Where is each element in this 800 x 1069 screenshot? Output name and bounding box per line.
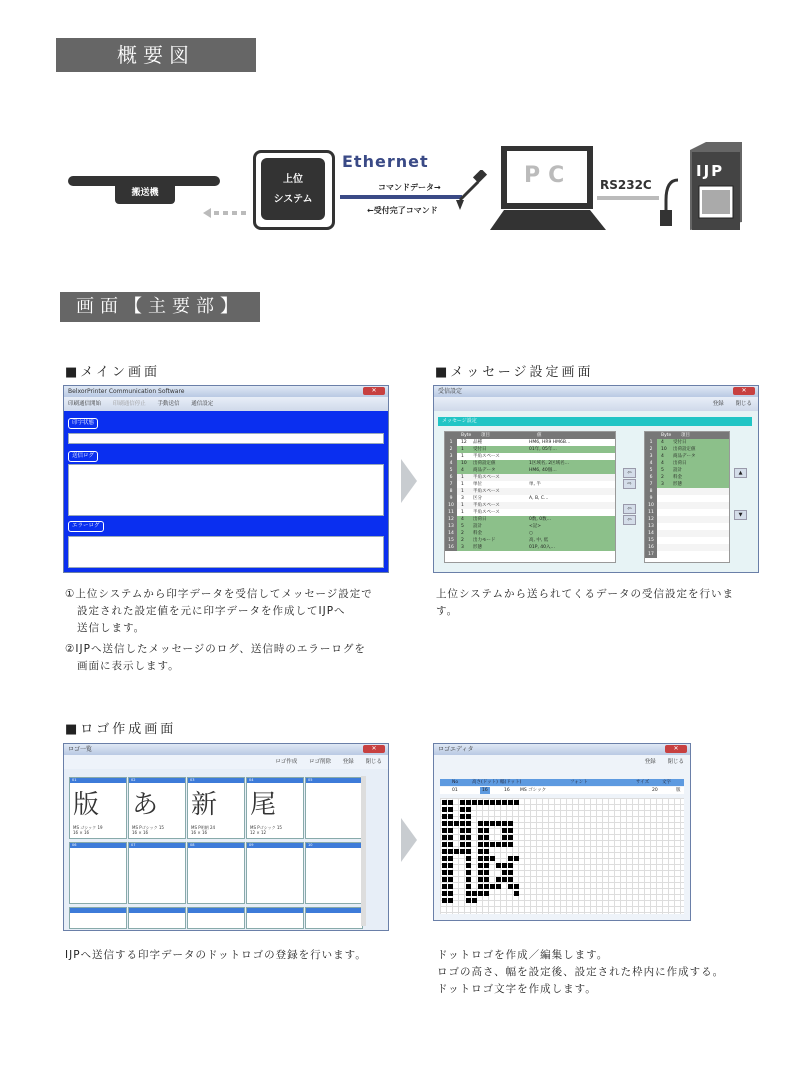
- dot-pixel[interactable]: [484, 891, 489, 896]
- dot-pixel[interactable]: [442, 870, 447, 875]
- dot-pixel[interactable]: [508, 863, 513, 868]
- dot-pixel[interactable]: [448, 821, 453, 826]
- logo-cell-header: 01: [70, 778, 126, 783]
- dot-pixel[interactable]: [442, 807, 447, 812]
- order-up-button[interactable]: ▲: [734, 468, 747, 478]
- left-grid-row[interactable]: 3 1 半角スペース: [445, 453, 615, 460]
- dot-pixel[interactable]: [442, 842, 447, 847]
- dot-pixel[interactable]: [496, 884, 501, 889]
- logo-glyph: 尾: [250, 790, 277, 820]
- left-grid-row[interactable]: 10 1 半角スペース: [445, 502, 615, 509]
- message-screen-description: [436, 586, 766, 620]
- left-grid-row[interactable]: 5 4 商品データ HM6, 40個…: [445, 467, 615, 474]
- dot-pixel[interactable]: [466, 807, 471, 812]
- message-settings-tab: メッセージ設定: [438, 417, 752, 426]
- rs232c-label: RS232C: [600, 178, 652, 192]
- dot-pixel[interactable]: [466, 898, 471, 903]
- dot-pixel[interactable]: [442, 891, 447, 896]
- logo-cell[interactable]: [69, 842, 127, 904]
- dot-pixel[interactable]: [508, 877, 513, 882]
- logo-cell-header: 05: [306, 778, 362, 783]
- dot-pixel[interactable]: [466, 814, 471, 819]
- left-grid-row[interactable]: 16 3 形態 01P, 40入…: [445, 544, 615, 551]
- dot-pixel[interactable]: [466, 856, 471, 861]
- dot-pixel[interactable]: [466, 828, 471, 833]
- chevron-right-icon: [401, 818, 417, 862]
- logo-editor-titlebar: [434, 744, 690, 755]
- dot-pixel[interactable]: [454, 821, 459, 826]
- editor-desc-line-3: ドットロゴ文字を作成します。: [437, 983, 597, 995]
- dot-pixel[interactable]: [508, 828, 513, 833]
- main-toolbar: [64, 397, 388, 411]
- dot-pixel[interactable]: [484, 863, 489, 868]
- dot-pixel[interactable]: [484, 884, 489, 889]
- dot-pixel[interactable]: [472, 891, 477, 896]
- close-button[interactable]: ✕: [363, 745, 385, 753]
- start-comm-button[interactable]: 印刷通信開始: [68, 401, 102, 407]
- left-grid-row[interactable]: 9 3 区分 A, B, C…: [445, 495, 615, 502]
- main-window-titlebar: [64, 386, 388, 397]
- logo-list-window: [63, 743, 389, 931]
- right-grid-row[interactable]: 12: [645, 516, 729, 523]
- left-grid-row[interactable]: 2 1 受付日 01年, 05年…: [445, 446, 615, 453]
- dot-pixel[interactable]: [442, 884, 447, 889]
- logo-cell[interactable]: [246, 777, 304, 839]
- dot-pixel[interactable]: [490, 821, 495, 826]
- conveyor-tab: 搬送機: [115, 176, 175, 204]
- logo-list-toolbar: [64, 755, 388, 769]
- section-title-screens: 画面【主要部】: [60, 292, 260, 322]
- editor-desc-line-1: ドットロゴを作成／編集します。: [437, 949, 609, 961]
- logo-glyph: あ: [132, 790, 159, 820]
- logo-cell[interactable]: [69, 777, 127, 839]
- dot-pixel[interactable]: [484, 800, 489, 805]
- dot-pixel[interactable]: [442, 898, 447, 903]
- logo-glyph: 版: [73, 790, 100, 820]
- ijp-printer-icon: [658, 140, 748, 232]
- move-down-button[interactable]: ⇦: [623, 515, 636, 525]
- print-status-tab: 印字状態: [68, 418, 98, 429]
- move-left-button[interactable]: ⇨: [623, 479, 636, 489]
- main-desc-line-2: 設定された設定値を元に印字データを作成してIJPへ: [77, 605, 346, 617]
- editor-desc-line-2: ロゴの高さ、幅を設定後、設定された枠内に作成する。: [437, 966, 725, 978]
- dot-pixel[interactable]: [448, 884, 453, 889]
- right-grid-row[interactable]: 15: [645, 537, 729, 544]
- dot-pixel[interactable]: [460, 807, 465, 812]
- right-grid-row[interactable]: 14: [645, 530, 729, 537]
- dot-pixel[interactable]: [442, 849, 447, 854]
- dot-pixel[interactable]: [478, 842, 483, 847]
- logo-glyph: 新: [191, 790, 218, 820]
- main-screen-description: [65, 586, 405, 675]
- logo-cell[interactable]: [187, 842, 245, 904]
- right-grid-row[interactable]: 13: [645, 523, 729, 530]
- right-grid-row[interactable]: 7 3 形態: [645, 481, 729, 488]
- main-window-title: BelxorPrinter Communication Software: [68, 388, 185, 395]
- dot-pixel[interactable]: [448, 800, 453, 805]
- logo-cell-header: 07: [129, 843, 185, 848]
- dot-pixel[interactable]: [496, 821, 501, 826]
- logo-cell[interactable]: [305, 842, 363, 904]
- right-grid-row[interactable]: 11: [645, 509, 729, 516]
- dot-pixel[interactable]: [460, 842, 465, 847]
- dot-pixel[interactable]: [484, 842, 489, 847]
- left-grid-row[interactable]: 14 2 料金 ○: [445, 530, 615, 537]
- dot-pixel[interactable]: [466, 891, 471, 896]
- dot-pixel[interactable]: [484, 828, 489, 833]
- message-right-grid: [644, 431, 730, 563]
- host-system-label-2: システム: [273, 194, 313, 205]
- logo-cell-header: 03: [188, 778, 244, 783]
- dot-pixel[interactable]: [508, 856, 513, 861]
- create-logo-button[interactable]: ロゴ作成: [275, 759, 298, 765]
- dot-pixel[interactable]: [484, 835, 489, 840]
- dot-pixel[interactable]: [484, 870, 489, 875]
- main-desc-line-1: ①上位システムから印字データを受信してメッセージ設定で: [65, 588, 373, 600]
- logo-caption: MS ゴシック 19 16 × 16: [73, 825, 103, 835]
- dot-pixel[interactable]: [484, 849, 489, 854]
- left-grid-row[interactable]: 7 1 単位 単, 半: [445, 481, 615, 488]
- error-log-field: [68, 536, 384, 568]
- left-grid-header: Byte 項目 値: [445, 432, 615, 439]
- right-grid-row[interactable]: 1 4 受付日: [645, 439, 729, 446]
- message-left-grid: [444, 431, 616, 563]
- dot-pixel[interactable]: [508, 884, 513, 889]
- dot-pixel[interactable]: [502, 821, 507, 826]
- dot-pixel[interactable]: [448, 877, 453, 882]
- dot-pixel[interactable]: [448, 891, 453, 896]
- manual-send-button[interactable]: 手動送信: [157, 401, 180, 407]
- dot-pixel[interactable]: [448, 835, 453, 840]
- logo-cell[interactable]: [128, 777, 186, 839]
- return-arrow: [203, 203, 258, 213]
- dot-pixel[interactable]: [496, 863, 501, 868]
- dot-pixel[interactable]: [508, 870, 513, 875]
- message-window-titlebar: [434, 386, 758, 397]
- dot-pixel[interactable]: [442, 863, 447, 868]
- dot-pixel[interactable]: [502, 877, 507, 882]
- left-grid-row[interactable]: 13 5 設計 <記>: [445, 523, 615, 530]
- message-desc-line-2: す。: [436, 605, 459, 617]
- dot-pixel[interactable]: [442, 814, 447, 819]
- dot-pixel[interactable]: [478, 870, 483, 875]
- dot-pixel[interactable]: [478, 821, 483, 826]
- dot-pixel[interactable]: [484, 856, 489, 861]
- dot-pixel[interactable]: [478, 849, 483, 854]
- dot-pixel[interactable]: [478, 835, 483, 840]
- left-grid-row[interactable]: 1 12 品種 HM6, HR9 HM6B…: [445, 439, 615, 446]
- message-toolbar: [434, 397, 758, 411]
- main-desc-line-4: ②IJPへ送信したメッセージのログ、送信時のエラーログを: [65, 643, 366, 655]
- message-screen-heading: ■メッセージ設定画面: [435, 365, 594, 380]
- ethernet-label: Ethernet: [342, 152, 429, 171]
- dot-pixel[interactable]: [442, 877, 447, 882]
- dot-pixel[interactable]: [478, 828, 483, 833]
- dot-pixel[interactable]: [472, 800, 477, 805]
- right-grid-row[interactable]: 6 2 料金: [645, 474, 729, 481]
- dot-pixel[interactable]: [466, 835, 471, 840]
- dot-pixel[interactable]: [466, 800, 471, 805]
- dot-pixel[interactable]: [502, 828, 507, 833]
- dot-pixel[interactable]: [442, 828, 447, 833]
- dot-pixel[interactable]: [502, 835, 507, 840]
- dot-pixel[interactable]: [478, 863, 483, 868]
- logo-editor-description: [437, 947, 767, 998]
- dot-pixel[interactable]: [514, 856, 519, 861]
- ethernet-line: [340, 195, 462, 199]
- command-done-label: ←受付完了コマンド: [367, 206, 438, 215]
- dot-pixel[interactable]: [490, 842, 495, 847]
- dot-pixel[interactable]: [484, 877, 489, 882]
- dot-pixel[interactable]: [466, 877, 471, 882]
- right-grid-row[interactable]: 3 4 商品データ: [645, 453, 729, 460]
- move-up-button[interactable]: ⇦: [623, 504, 636, 514]
- dot-pixel[interactable]: [448, 863, 453, 868]
- close-button[interactable]: ✕: [665, 745, 687, 753]
- dot-pixel[interactable]: [466, 849, 471, 854]
- logo-cell[interactable]: [187, 777, 245, 839]
- dot-pixel[interactable]: [478, 856, 483, 861]
- host-system-box: [261, 158, 325, 220]
- logo-cell[interactable]: [128, 842, 186, 904]
- logo-cell-header: 10: [306, 843, 362, 848]
- right-grid-header: Byte 項目: [645, 432, 729, 439]
- dot-pixel[interactable]: [442, 800, 447, 805]
- register-button[interactable]: 登録: [342, 759, 354, 765]
- right-grid-row[interactable]: 8: [645, 488, 729, 495]
- logo-editor-header: No 高さ(ドット) 幅(ドット) フォント サイズ 文字: [440, 779, 684, 786]
- dot-pixel[interactable]: [448, 807, 453, 812]
- message-window: [433, 385, 759, 573]
- close-button[interactable]: ✕: [363, 387, 385, 395]
- dot-pixel[interactable]: [514, 884, 519, 889]
- pc-icon: [490, 146, 606, 232]
- stop-comm-button[interactable]: 印刷通信停止: [112, 401, 146, 407]
- logo-list-scrollbar[interactable]: [361, 776, 366, 926]
- dot-pixel[interactable]: [472, 898, 477, 903]
- pc-label: PC: [524, 163, 573, 188]
- logo-list-titlebar: [64, 744, 388, 755]
- comm-settings-button[interactable]: 通信設定: [191, 401, 214, 407]
- logo-caption: MS P明朝 24 16 × 16: [191, 825, 216, 835]
- ijp-label: IJP: [696, 162, 725, 180]
- dot-pixel[interactable]: [514, 800, 519, 805]
- logo-caption: MS Pゴシック 15 12 × 12: [250, 825, 282, 835]
- dot-pixel[interactable]: [460, 800, 465, 805]
- dot-pixel[interactable]: [502, 870, 507, 875]
- dot-pixel[interactable]: [442, 821, 447, 826]
- dot-pixel[interactable]: [508, 842, 513, 847]
- error-log-tab: エラーログ: [68, 521, 104, 532]
- dot-pixel[interactable]: [514, 891, 519, 896]
- dot-pixel[interactable]: [448, 849, 453, 854]
- logo-screen-heading: ■ロゴ作成画面: [65, 722, 177, 737]
- left-grid-row[interactable]: 15 2 出力モード 高, 中, 低: [445, 537, 615, 544]
- dot-pixel[interactable]: [478, 884, 483, 889]
- logo-cell-header: 08: [188, 843, 244, 848]
- dot-pixel[interactable]: [490, 800, 495, 805]
- dot-pixel[interactable]: [448, 856, 453, 861]
- close-window-button[interactable]: 閉じる: [667, 759, 684, 765]
- logo-cell-header: 04: [247, 778, 303, 783]
- register-button[interactable]: 登録: [644, 759, 656, 765]
- dot-pixel[interactable]: [478, 891, 483, 896]
- logo-cell-header: 09: [247, 843, 303, 848]
- move-right-button[interactable]: ⇦: [623, 468, 636, 478]
- dot-pixel[interactable]: [478, 877, 483, 882]
- dot-pixel[interactable]: [490, 856, 495, 861]
- logo-editor-row[interactable]: 01 16 16 MS ゴシック 20 版: [440, 787, 684, 794]
- close-window-button[interactable]: 閉じる: [365, 759, 382, 765]
- dot-pixel[interactable]: [466, 870, 471, 875]
- logo-editor-title: ロゴエディタ: [438, 746, 474, 753]
- dot-pixel[interactable]: [478, 800, 483, 805]
- dot-pixel[interactable]: [460, 828, 465, 833]
- dot-pixel[interactable]: [460, 835, 465, 840]
- message-window-title: 受信設定: [438, 388, 463, 395]
- logo-cell[interactable]: [187, 907, 245, 929]
- left-grid-row[interactable]: 12 4 出荷日 0数, 0数…: [445, 516, 615, 523]
- logo-cell[interactable]: [305, 777, 363, 839]
- main-desc-line-3: 送信します。: [77, 622, 146, 634]
- right-grid-row[interactable]: 17: [645, 551, 729, 558]
- right-grid-row[interactable]: 9: [645, 495, 729, 502]
- right-grid-row[interactable]: 4 4 出荷日: [645, 460, 729, 467]
- logo-cell[interactable]: [246, 842, 304, 904]
- send-log-tab: 送信ログ: [68, 451, 98, 462]
- dot-pixel[interactable]: [448, 870, 453, 875]
- dot-pixel[interactable]: [466, 842, 471, 847]
- dot-pixel[interactable]: [448, 814, 453, 819]
- order-down-button[interactable]: ▼: [734, 510, 747, 520]
- dot-pixel[interactable]: [460, 814, 465, 819]
- command-data-label: コマンドデータ→: [378, 183, 441, 192]
- logo-cell[interactable]: [305, 907, 363, 929]
- dot-pixel[interactable]: [454, 849, 459, 854]
- right-grid-row[interactable]: 2 10 出荷設定値: [645, 446, 729, 453]
- dot-pixel[interactable]: [460, 849, 465, 854]
- section-title-overview: 概要図: [56, 38, 256, 72]
- logo-editor-toolbar: [434, 755, 690, 769]
- dot-pixel[interactable]: [502, 842, 507, 847]
- delete-logo-button[interactable]: ロゴ削除: [308, 759, 331, 765]
- logo-cell[interactable]: [69, 907, 127, 929]
- logo-cell-header: 02: [129, 778, 185, 783]
- logo-cell[interactable]: [128, 907, 186, 929]
- logo-cell[interactable]: [246, 907, 304, 929]
- dot-pixel[interactable]: [448, 828, 453, 833]
- dot-pixel[interactable]: [508, 821, 513, 826]
- dot-pixel[interactable]: [466, 821, 471, 826]
- dot-pixel[interactable]: [502, 800, 507, 805]
- left-grid-row[interactable]: 6 1 半角スペース: [445, 474, 615, 481]
- dot-pixel[interactable]: [448, 842, 453, 847]
- host-system-label-1: 上位: [283, 174, 303, 185]
- left-grid-row[interactable]: 4 10 出荷設定値 1区域名, 2区域名…: [445, 460, 615, 467]
- dot-pixel[interactable]: [496, 842, 501, 847]
- dot-pixel[interactable]: [484, 821, 489, 826]
- register-button[interactable]: 登録: [712, 401, 724, 407]
- print-status-field: [68, 433, 384, 444]
- dot-pixel[interactable]: [442, 856, 447, 861]
- dot-pixel[interactable]: [466, 863, 471, 868]
- dot-edit-canvas[interactable]: [440, 798, 684, 914]
- logo-list-title: ロゴ一覧: [68, 746, 93, 753]
- logo-cell-header: 06: [70, 843, 126, 848]
- right-grid-row[interactable]: 5 5 設計: [645, 467, 729, 474]
- rs232c-line: [597, 196, 659, 200]
- dot-pixel[interactable]: [508, 835, 513, 840]
- main-window: [63, 385, 389, 573]
- right-grid-row[interactable]: 16: [645, 544, 729, 551]
- logo-caption: MS Pゴシック 15 16 × 16: [132, 825, 164, 835]
- left-grid-row[interactable]: 11 1 半角スペース: [445, 509, 615, 516]
- main-screen-heading: ■メイン画面: [65, 365, 161, 380]
- logo-editor-window: [433, 743, 691, 921]
- main-desc-line-5: 画面に表示します。: [77, 660, 180, 672]
- dot-pixel[interactable]: [448, 898, 453, 903]
- dot-pixel[interactable]: [496, 800, 501, 805]
- message-desc-line-1: 上位システムから送られてくるデータの受信設定を行いま: [436, 588, 734, 600]
- close-window-button[interactable]: 閉じる: [735, 401, 752, 407]
- chevron-right-icon: [401, 459, 417, 503]
- dot-pixel[interactable]: [466, 884, 471, 889]
- logo-screen-description: IJPへ送信する印字データのドットロゴの登録を行います。: [65, 949, 367, 961]
- dot-pixel[interactable]: [442, 835, 447, 840]
- send-log-field: [68, 464, 384, 516]
- close-button[interactable]: ✕: [733, 387, 755, 395]
- left-grid-row[interactable]: 8 1 半角スペース: [445, 488, 615, 495]
- dot-pixel[interactable]: [496, 877, 501, 882]
- dot-pixel[interactable]: [508, 800, 513, 805]
- right-grid-row[interactable]: 10: [645, 502, 729, 509]
- dot-pixel[interactable]: [460, 821, 465, 826]
- dot-pixel[interactable]: [490, 884, 495, 889]
- dot-pixel[interactable]: [502, 863, 507, 868]
